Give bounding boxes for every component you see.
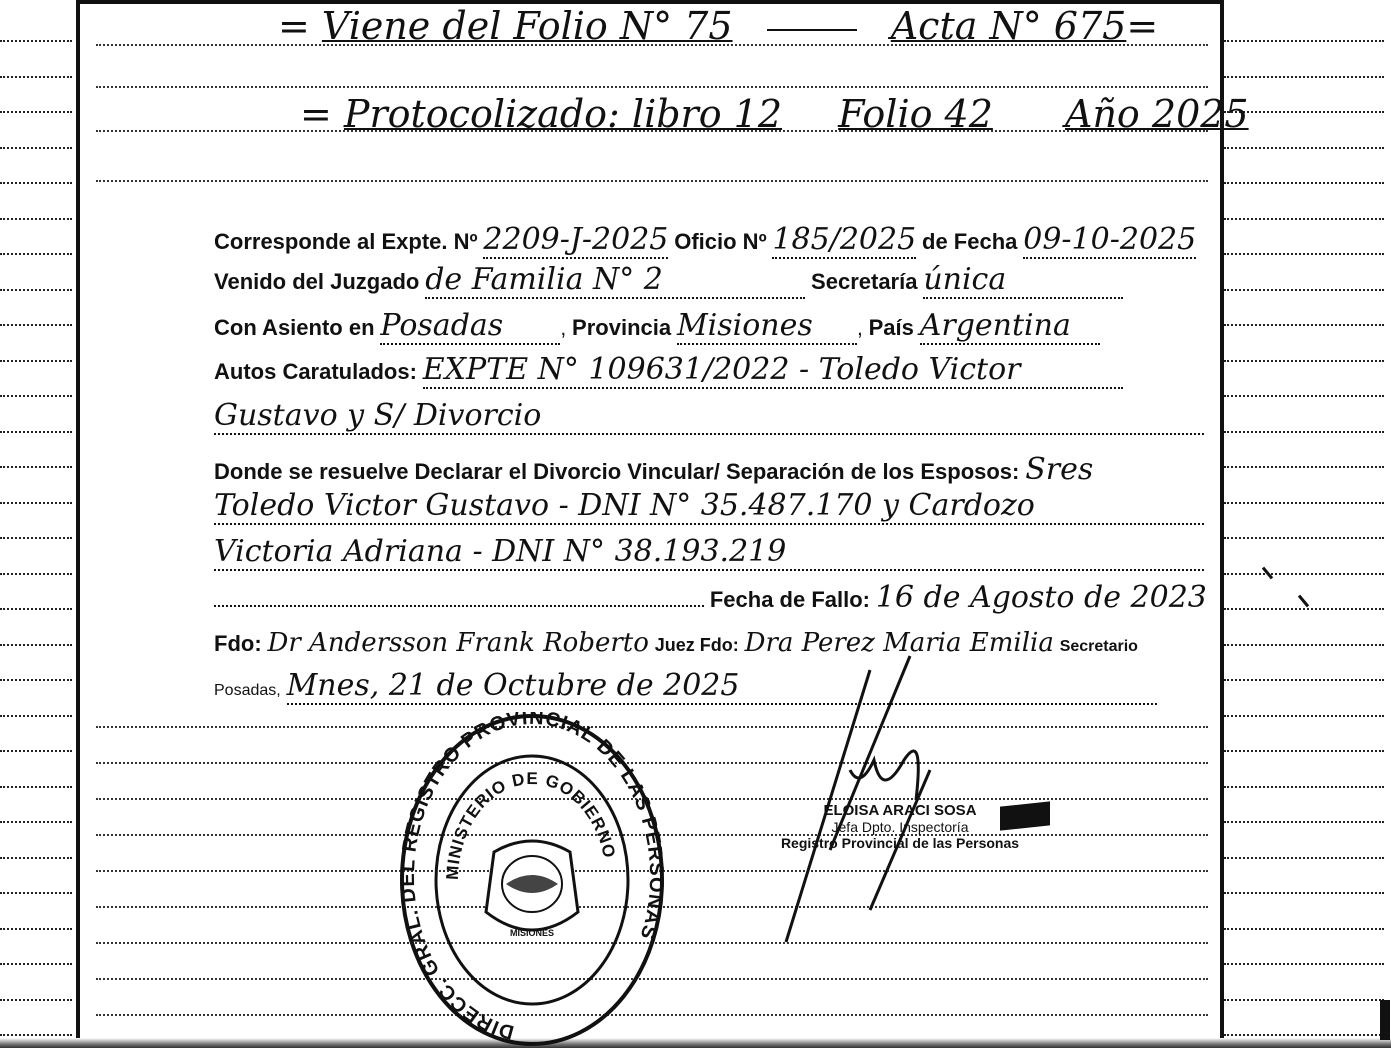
label-pais: País <box>868 315 914 340</box>
ruled-line <box>0 431 72 433</box>
ruled-line <box>0 182 72 184</box>
provincial-coat-of-arms-icon <box>486 841 578 930</box>
label-fdo: Fdo: <box>214 631 262 656</box>
form-row-autos <box>214 352 1224 389</box>
ruled-line <box>0 750 72 752</box>
ruled-line <box>1224 963 1384 965</box>
ruled-line <box>0 395 72 397</box>
provincia-value: Misiones <box>677 308 857 345</box>
acta-number: Acta N° 675 <box>890 4 1127 48</box>
ruled-line <box>0 1034 72 1036</box>
ruled-line <box>1224 750 1384 752</box>
signer-role: Jefa Dpto. Inspectoría <box>831 819 969 835</box>
ruled-line <box>0 76 72 78</box>
page-bottom-edge <box>0 1038 1391 1048</box>
ruled-line <box>1224 857 1384 859</box>
label-oficio: Oficio Nº <box>674 229 767 254</box>
label-posadas: Posadas, <box>214 682 281 699</box>
ruled-line <box>1224 608 1384 610</box>
ruled-line <box>1224 786 1384 788</box>
ruled-line <box>0 253 72 255</box>
ruled-line <box>96 180 1208 182</box>
ruled-line <box>0 360 72 362</box>
label-fecha: de Fecha <box>922 229 1018 254</box>
expte-value: 2209-J-2025 <box>483 222 669 257</box>
ruled-line <box>1224 182 1384 184</box>
ruled-line <box>0 324 72 326</box>
resuelve-suffix: Sres <box>1025 452 1094 487</box>
autos-value: EXPTE N° 109631/2022 - Toledo Victor <box>423 352 1123 389</box>
secretaria-value: única <box>923 262 1123 299</box>
ruled-line <box>1224 395 1384 397</box>
ruled-line <box>0 821 72 823</box>
ruled-line <box>1224 40 1384 42</box>
label-asiento: Con Asiento en <box>214 315 375 340</box>
ruled-line <box>1224 1034 1384 1036</box>
ruled-line <box>1224 466 1384 468</box>
form-row-resuelve <box>214 452 1224 487</box>
juzgado-value: de Familia N° 2 <box>425 262 805 299</box>
ruled-line <box>1224 431 1384 433</box>
ruled-line <box>96 86 1208 88</box>
stamp-inner-text: MINISTERIO DE GOBIERNO <box>442 768 620 881</box>
ruled-line <box>0 289 72 291</box>
esposos-line-2: Victoria Adriana - DNI N° 38.193.219 <box>214 534 1204 571</box>
ruled-line <box>0 466 72 468</box>
ruled-line <box>1224 821 1384 823</box>
ruled-line <box>1224 573 1384 575</box>
ruled-line <box>1224 324 1384 326</box>
ruled-line <box>1224 679 1384 681</box>
ruled-line <box>0 537 72 539</box>
juez-value: Dr Andersson Frank Roberto <box>267 628 649 658</box>
ruled-line <box>0 644 72 646</box>
label-juzgado: Venido del Juzgado <box>214 269 420 294</box>
right-margin-rules <box>1224 0 1391 1048</box>
protocolizado-line: = Protocolizado: libro 12 Folio 42 Año 2025 <box>300 92 1249 136</box>
form-row-expte <box>214 222 1224 259</box>
form-row-autos-cont <box>214 398 1224 435</box>
header-handwritten-line: = Viene del Folio N° 75 Acta N° 675= <box>278 4 1159 48</box>
form-row-posadas <box>214 668 1224 705</box>
ruled-line <box>1224 218 1384 220</box>
label-expte: Corresponde al Expte. Nº <box>214 229 478 254</box>
secretario-value: Dra Perez Maria Emilia <box>744 628 1054 658</box>
ruled-line <box>0 963 72 965</box>
official-oval-stamp <box>398 712 666 1048</box>
ruled-line <box>0 679 72 681</box>
fallo-value: 16 de Agosto de 2023 <box>875 580 1207 615</box>
signer-organization: Registro Provincial de las Personas <box>780 835 1020 851</box>
ruled-line <box>1224 715 1384 717</box>
ruled-line <box>0 111 72 113</box>
label-provincia: Provincia <box>572 315 672 340</box>
ruled-line <box>0 999 72 1001</box>
ruled-line <box>0 147 72 149</box>
protocolizado-folio: Folio 42 <box>838 92 993 136</box>
ruled-line <box>0 928 72 930</box>
ruled-line <box>1224 360 1384 362</box>
form-row-fallo <box>214 580 1224 615</box>
form-row-juzgado <box>214 262 1224 299</box>
ruled-line <box>0 218 72 220</box>
label-fallo: Fecha de Fallo: <box>709 587 870 612</box>
ruled-line <box>1224 928 1384 930</box>
posadas-date-value: Mnes, 21 de Octubre de 2025 <box>287 668 1157 705</box>
ruled-line <box>0 892 72 894</box>
ink-mark <box>1380 1000 1390 1040</box>
left-frame-border <box>76 0 80 1040</box>
form-row-asiento: Con Asiento en Posadas , Provincia Misiones , País Argentina <box>214 308 1224 345</box>
protocolizado-libro: Protocolizado: libro 12 <box>343 92 783 136</box>
signer-name: ELOISA ARACI SOSA <box>823 802 977 819</box>
form-row-esposos-2 <box>214 534 1224 571</box>
label-autos: Autos Caratulados: <box>214 359 417 384</box>
ruled-line <box>1224 537 1384 539</box>
ruled-line <box>1224 253 1384 255</box>
stamp-outer-text: DIRECC. GRAL. DEL REGISTRO PROVINCIAL DE LAS PERSONAS <box>398 712 666 1044</box>
label-secretario: Secretario <box>1059 638 1138 655</box>
esposos-line-1: Toledo Victor Gustavo - DNI N° 35.487.170 y Cardozo <box>214 488 1204 525</box>
ruled-line <box>1224 76 1384 78</box>
label-resuelve: Donde se resuelve Declarar el Divorcio Vincular/ Separación de los Esposos: <box>214 459 1020 484</box>
ruled-line <box>1224 892 1384 894</box>
form-row-esposos-1 <box>214 488 1224 525</box>
autos-continuation: Gustavo y S/ Divorcio <box>214 398 1204 435</box>
handwritten-signature <box>780 650 960 950</box>
ruled-line <box>1224 999 1384 1001</box>
fecha-value: 09-10-2025 <box>1023 222 1197 257</box>
form-row-firmas <box>214 628 1224 658</box>
viene-del-folio: Viene del Folio N° 75 <box>321 4 733 48</box>
ruled-line <box>0 502 72 504</box>
ruled-line <box>1224 644 1384 646</box>
label-secretaria: Secretaría <box>811 269 918 294</box>
pais-value: Argentina <box>920 308 1100 345</box>
left-margin-rules <box>0 0 72 1048</box>
ruled-line <box>0 786 72 788</box>
ruled-line <box>1224 502 1384 504</box>
ruled-line <box>1224 147 1384 149</box>
ruled-line <box>0 40 72 42</box>
protocolizado-anio: Año 2025 <box>1065 92 1249 136</box>
label-juez: Juez Fdo: <box>654 635 739 655</box>
oficio-value: 185/2025 <box>772 222 917 257</box>
ruled-line <box>1224 289 1384 291</box>
asiento-value: Posadas <box>380 308 560 345</box>
ruled-line <box>0 857 72 859</box>
stamp-center-text: MISIONES <box>509 928 555 938</box>
ruled-line <box>0 715 72 717</box>
ruled-line <box>0 573 72 575</box>
ruled-line <box>0 608 72 610</box>
